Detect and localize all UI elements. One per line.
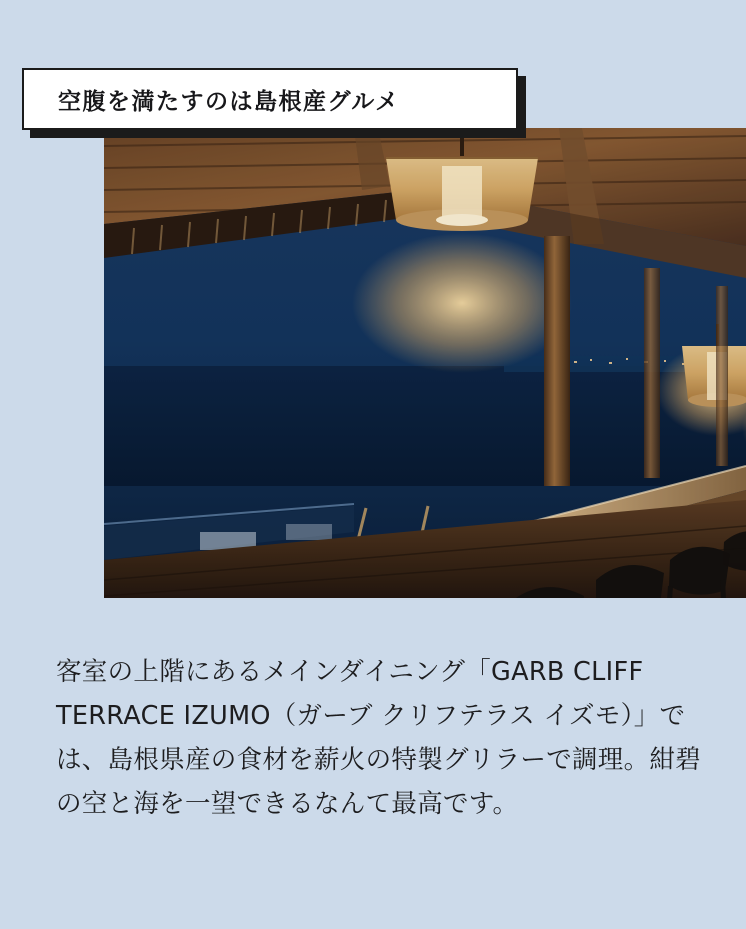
section-heading bbox=[22, 68, 518, 130]
restaurant-terrace-photo bbox=[104, 128, 746, 598]
body-paragraph: 客室の上階にあるメインダイニング「GARB CLIFF TERRACE IZUMO（ガーブ クリフテラス イズモ）」では、島根県産の食材を薪火の特製グリラーで調理。紺碧の空と海を一望できるなんて最高です。 bbox=[56, 657, 702, 819]
article-body bbox=[56, 650, 704, 826]
heading-box bbox=[22, 68, 518, 130]
page-title: 空腹を満たすのは島根産グルメ bbox=[58, 88, 400, 115]
